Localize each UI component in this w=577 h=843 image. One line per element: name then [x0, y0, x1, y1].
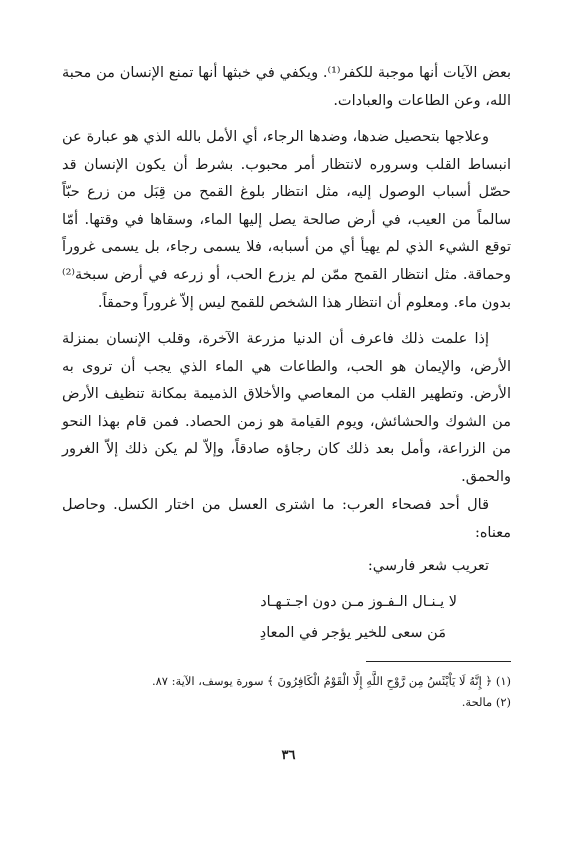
paragraph-2: وعلاجها بتحصيل ضدها، وضدها الرجاء، أي الأمل بالله الذي هو عبارة عن انبساط القلب وسروره لانتظار أمر محبوب. بشرط أن يكون الإنسان قد حصّل أسباب الوصول إليه، مثل انتظار بلوغ القمح من قِبَل من زرع حبّاً سالماً من العيب، في أرض صالحة يصل إليها الماء، وسقاها في وقتها. أمّا توقع الشيء الذي لم يهيأ أي من أسبابه، فلا يسمى رجاء، بل يسمى غروراً وحماقة. مثل انتظار القمح ممّن لم يزرع الحب، أو زرعه في أرض سبخة⁽²⁾ بدون ماء. ومعلوم أن انتظار هذا الشخص للقمح ليس إلاّ غروراً وحمقاً.	[62, 129, 511, 311]
page-number: ٣٦	[281, 748, 296, 763]
footnote-2: (٢) مالحة.	[461, 695, 511, 709]
paragraph-1: بعض الآيات أنها موجبة للكفر⁽¹⁾. ويكفي في خبثها أنها تمنع الإنسان من محبة الله، وعن الطاعات والعبادات.	[62, 65, 511, 109]
footnote-1: (١) ﴿ إِنَّهُ لَا يَاْيْئَسُ مِن رَّوْحِ اللَّهِ إِلَّا الْقَوْمُ الْكَافِرُونَ ﴾ سورة يوسف، الآية: ٨٧.	[151, 674, 511, 688]
paragraph-5: تعريب شعر فارسي:	[367, 558, 489, 574]
footnote-divider	[366, 661, 511, 662]
verse-line-2: مَن سعى للخير يؤجر في المعادِ	[259, 625, 446, 641]
paragraph-4: قال أحد فصحاء العرب: ما اشترى العسل من اختار الكسل. وحاصل معناه:	[62, 497, 511, 541]
verse-line-1: لا يـنـال الـفـوز مـن دون اجـتـهـاد	[260, 594, 457, 610]
paragraph-3: إذا علمت ذلك فاعرف أن الدنيا مزرعة الآخرة، وقلب الإنسان بمنزلة الأرض، والإيمان هو الحب، والطاعات هي الماء الذي يجب أن تروى به الأرض. وتطهير القلب من المعاصي والأخلاق الذميمة بمكانة تنظيف الأرض من الشوك والحشائش، ويوم القيامة هو زمن الحصاد. فمن قام بهذا النحو من الزراعة، وأمل بعد ذلك كان رجاؤه صادقاً، وإلاّ لم يكن ذلك إلاّ الغرور والحمق.	[62, 331, 511, 485]
